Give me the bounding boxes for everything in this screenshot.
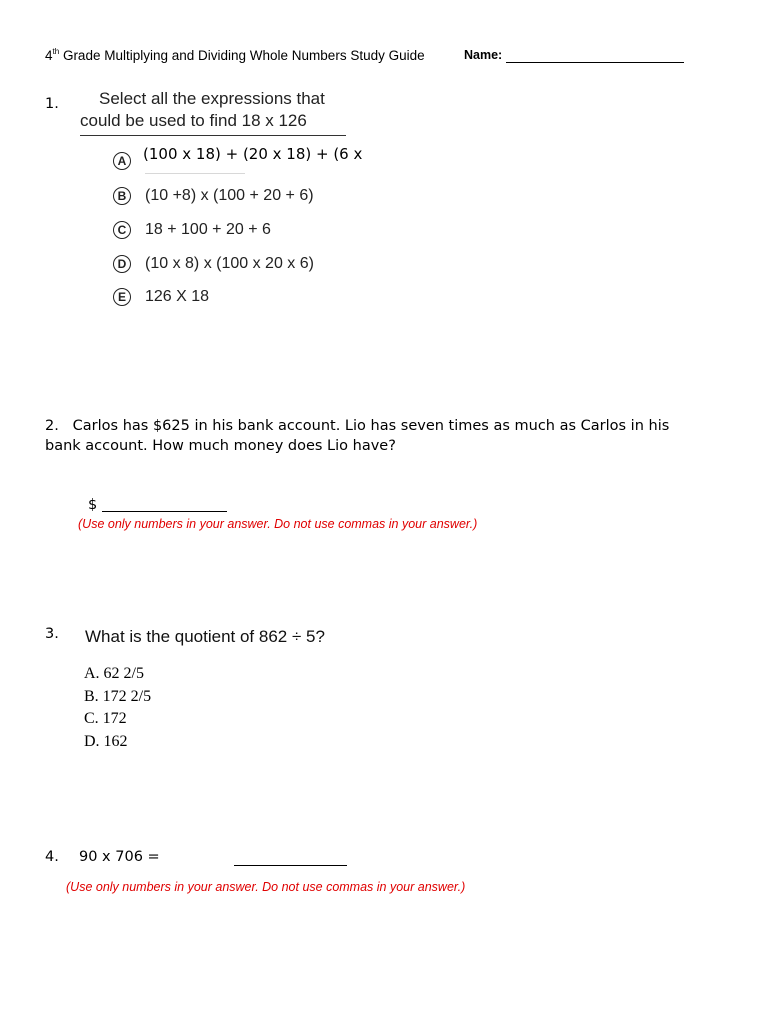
question-1-prompt-line-2: could be used to find 18 x 126 xyxy=(80,111,307,130)
question-4-answer-line[interactable] xyxy=(234,865,347,866)
choice-c[interactable] xyxy=(113,221,271,239)
choice-a-bubble[interactable]: A xyxy=(113,152,131,170)
question-2-line-2: bank account. How much money does Lio have? xyxy=(45,438,396,454)
question-3-prompt: What is the quotient of 862 ÷ 5? xyxy=(85,627,325,646)
option-d[interactable]: D. 162 xyxy=(84,732,128,750)
question-2-line-1: Carlos has $625 in his bank account. Lio has seven times as much as Carlos in his xyxy=(72,418,670,434)
choice-d-text: (10 x 8) x (100 x 20 x 6) xyxy=(145,255,314,272)
question-1-prompt xyxy=(80,88,325,132)
choice-e-bubble[interactable]: E xyxy=(113,288,131,306)
choice-a[interactable] xyxy=(113,152,145,170)
faint-divider xyxy=(145,173,245,174)
question-1-divider xyxy=(80,135,346,136)
question-2-answer-line[interactable] xyxy=(102,511,227,512)
question-3-number: 3. xyxy=(45,626,59,642)
question-4-instruction: (Use only numbers in your answer. Do not use commas in your answer.) xyxy=(66,880,466,894)
option-a[interactable]: A. 62 2/5 xyxy=(84,665,144,682)
choice-e[interactable] xyxy=(113,288,209,306)
question-2-number: 2. xyxy=(45,418,59,434)
dollar-sign: $ xyxy=(88,497,98,513)
page-title xyxy=(45,47,425,63)
question-1-prompt-line-1: Select all the expressions that xyxy=(99,89,325,108)
question-2-instruction: (Use only numbers in your answer. Do not use commas in your answer.) xyxy=(78,517,478,531)
choice-d-bubble[interactable]: D xyxy=(113,255,131,273)
choice-c-bubble[interactable]: C xyxy=(113,221,131,239)
choice-d[interactable] xyxy=(113,255,314,273)
question-1-number: 1. xyxy=(45,96,59,112)
choice-e-text: 126 X 18 xyxy=(145,288,210,305)
question-4-expression: 90 x 706 = xyxy=(79,849,160,865)
question-2 xyxy=(45,416,669,456)
title-grade-number: 4 xyxy=(45,48,53,63)
question-4-number: 4. xyxy=(45,849,59,865)
name-answer-line[interactable] xyxy=(506,62,684,63)
name-label: Name: xyxy=(464,48,503,62)
option-b[interactable]: B. 172 2/5 xyxy=(84,687,152,705)
question-3-options xyxy=(84,663,151,753)
choice-b-text: (10 +8) x (100 + 20 + 6) xyxy=(145,187,314,204)
choice-c-text: 18 + 100 + 20 + 6 xyxy=(145,221,271,238)
choice-b[interactable] xyxy=(113,187,314,205)
title-text: Grade Multiplying and Dividing Whole Numbers Study Guide xyxy=(59,48,425,63)
choice-a-text: (100 x 18) + (20 x 18) + (6 x xyxy=(143,145,363,163)
title-grade-suffix: th xyxy=(52,47,60,56)
choice-b-bubble[interactable]: B xyxy=(113,187,131,205)
option-c[interactable]: C. 172 xyxy=(84,710,127,727)
